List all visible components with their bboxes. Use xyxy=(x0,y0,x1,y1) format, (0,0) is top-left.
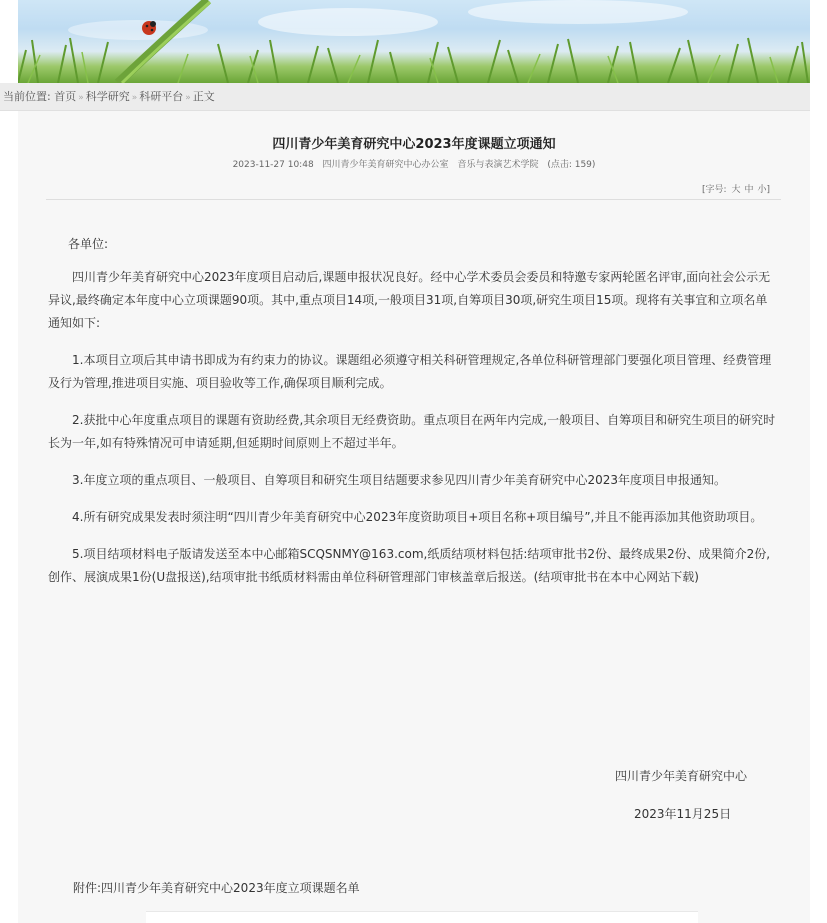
article-body xyxy=(48,233,778,603)
breadcrumb xyxy=(0,83,810,111)
ladybug-icon xyxy=(142,21,156,35)
article-source: 四川青少年美育研究中心办公室 xyxy=(322,160,449,170)
breadcrumb-separator: » xyxy=(131,93,138,103)
attachment-label: 附件:四川青少年美育研究中心2023年度立项课题名单 xyxy=(73,881,360,895)
title-divider xyxy=(46,199,781,200)
breadcrumb-separator: » xyxy=(78,93,84,103)
article-panel xyxy=(18,111,810,923)
breadcrumb-research-link[interactable]: 科学研究 xyxy=(85,90,130,103)
paragraph: 2.获批中心年度重点项目的课题有资助经费,其余项目无经费资助。重点项目在两年内完成,一般项目、自筹项目和研究生项目的研究时长为一年,如有特殊情况可申请延期,但延期时间原则上不超过半年。 xyxy=(48,413,776,450)
breadcrumb-platform-link[interactable]: 科研平台 xyxy=(139,90,184,103)
article-department: 音乐与表演艺术学院 xyxy=(457,160,539,170)
font-size-large-link[interactable]: 大 xyxy=(731,185,741,195)
signature-date: 2023年11月25日 xyxy=(634,807,732,821)
article-date: 2023-11-27 10:48 xyxy=(232,160,314,170)
salutation: 各单位: xyxy=(68,237,109,251)
breadcrumb-separator: » xyxy=(185,93,191,103)
attachment-table xyxy=(146,911,698,923)
font-size-label: [字号: xyxy=(702,185,727,195)
article-clicks: (点击: 159) xyxy=(547,160,596,170)
article-meta xyxy=(18,157,810,170)
paragraph: 1.本项目立项后其申请书即成为有约束力的协议。课题组必须遵守相关科研管理规定,各单位科研管理部门要强化项目管理、经费管理及行为管理,推进项目实施、项目验收等工作,确保项目顺利完成。 xyxy=(48,353,772,390)
font-size-small-link[interactable]: 小] xyxy=(757,185,770,195)
article-title: 四川青少年美育研究中心2023年度课题立项通知 xyxy=(272,137,556,152)
font-size-medium-link[interactable]: 中 xyxy=(744,185,754,195)
breadcrumb-home-link[interactable]: 首页 xyxy=(54,90,77,103)
paragraph: 3.年度立项的重点项目、一般项目、自筹项目和研究生项目结题要求参见四川青少年美育研究中心2023年度项目申报通知。 xyxy=(72,473,726,487)
breadcrumb-label: 当前位置: xyxy=(3,90,51,103)
breadcrumb-current: 正文 xyxy=(192,90,215,103)
grass-banner-illustration xyxy=(18,0,810,83)
paragraph: 四川青少年美育研究中心2023年度项目启动后,课题申报状况良好。经中心学术委员会委员和特邀专家两轮匿名评审,面向社会公示无异议,最终确定本年度中心立项课题90项。其中,重点项目14项,一般项目31项,自筹项目30项,研究生项目15项。现将有关事宜和立项名单通知如下: xyxy=(48,270,771,330)
paragraph: 4.所有研究成果发表时须注明“四川青少年美育研究中心2023年度资助项目+项目名称+项目编号”,并且不能再添加其他资助项目。 xyxy=(72,510,763,524)
font-size-control xyxy=(702,182,772,195)
paragraph: 5.项目结项材料电子版请发送至本中心邮箱SCQSNMY@163.com,纸质结项材料包括:结项审批书2份、最终成果2份、成果简介2份,创作、展演成果1份(U盘报送),结项审批书纸质材料需由单位科研管理部门审核盖章后报送。(结项审批书在本中心网站下载) xyxy=(48,547,771,584)
signature-organization: 四川青少年美育研究中心 xyxy=(615,769,748,783)
header-banner xyxy=(18,0,810,83)
